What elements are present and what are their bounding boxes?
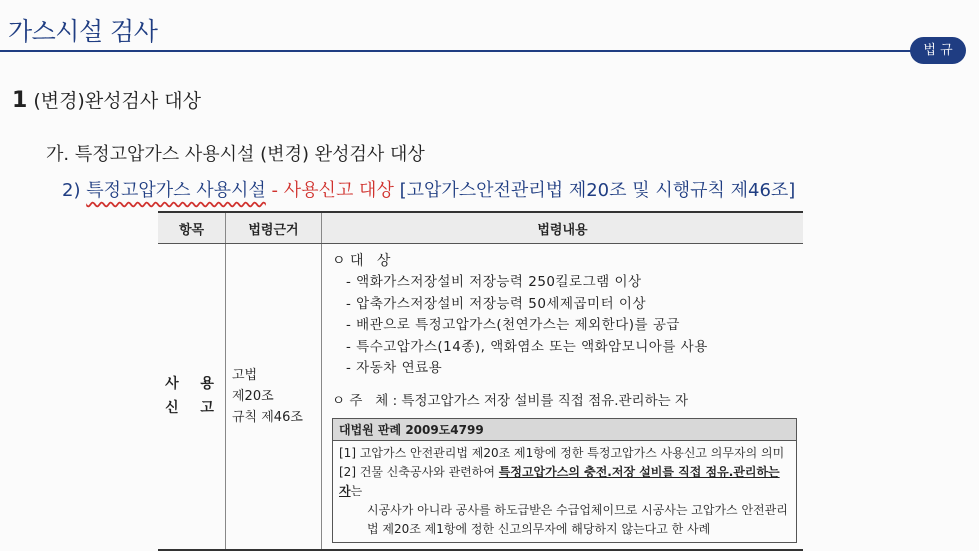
target-heading: ㅇ 대 상 <box>332 253 391 269</box>
section-number: 1 <box>12 88 28 113</box>
case-body <box>333 441 796 542</box>
table-row <box>158 244 803 550</box>
case-line-2-post: 는 <box>350 483 363 498</box>
item-line-1: 사 용 <box>165 376 218 393</box>
case-line-2-bold: 특정고압가스의 충전.저장 설비를 직접 점유.관리하는 자 <box>339 464 780 498</box>
target-item: - 배관으로 특정고압가스(천연가스는 제외한다)를 공급 <box>346 317 680 333</box>
category-badge: 법 규 <box>910 37 966 64</box>
case-title: 대법원 판례 2009도4799 <box>333 419 796 441</box>
target-item: - 압축가스저장설비 저장능력 50세제곱미터 이상 <box>346 295 646 312</box>
law-table <box>158 211 803 551</box>
case-line-1: [1] 고압가스 안전관리법 제20조 제1항에 정한 특정고압가스 사용신고 의무자의 의미 <box>339 445 785 460</box>
section-heading-3 <box>62 176 795 202</box>
content-cell <box>322 244 804 550</box>
header-basis: 법령근거 <box>226 212 322 244</box>
subsection-separator: - <box>265 180 284 201</box>
header-item: 항목 <box>158 212 226 244</box>
section-label: (변경)완성검사 대상 <box>33 90 202 112</box>
target-item: - 특수고압가스(14종), 액화염소 또는 액화암모니아를 사용 <box>346 338 708 355</box>
section-heading-1 <box>12 86 201 113</box>
title-divider <box>0 50 912 52</box>
basis-line: 제20조 <box>232 388 274 404</box>
target-item: - 액화가스저장설비 저장능력 250킬로그램 이상 <box>346 274 642 290</box>
case-line-2-pre: [2] 건물 신축공사와 관련하여 <box>339 464 499 479</box>
target-item: - 자동차 연료용 <box>346 360 443 376</box>
header-content: 법령내용 <box>322 212 804 244</box>
case-line-2 <box>339 463 790 501</box>
page-title: 가스시설 검사 <box>8 17 158 46</box>
table-header-row <box>158 212 803 244</box>
item-cell <box>158 244 226 550</box>
case-line-4: 법 제20조 제1항에 정한 신고의무자에 해당하지 않는다고 한 사례 <box>367 521 711 536</box>
basis-line: 규칙 제46조 <box>232 409 303 425</box>
subsection-number: 2) <box>62 180 81 201</box>
case-box <box>332 418 797 543</box>
subsection-reference: [고압가스안전관리법 제20조 및 시행규칙 제46조] <box>399 180 796 201</box>
section-heading-2: 가. 특정고압가스 사용시설 (변경) 완성검사 대상 <box>46 144 425 165</box>
case-line-3: 시공사가 아니라 공사를 하도급받은 수급업체이므로 시공사는 고압가스 안전관리 <box>367 502 788 517</box>
basis-line: 고법 <box>232 367 258 383</box>
subsection-topic: 특정고압가스 사용시설 <box>86 180 266 201</box>
basis-cell <box>226 244 322 550</box>
item-line-2: 신 고 <box>165 400 218 417</box>
subject-line: ㅇ 주 체 : 특정고압가스 저장 설비를 직접 점유.관리하는 자 <box>332 392 688 409</box>
subsection-highlight: 사용신고 대상 <box>283 180 394 201</box>
